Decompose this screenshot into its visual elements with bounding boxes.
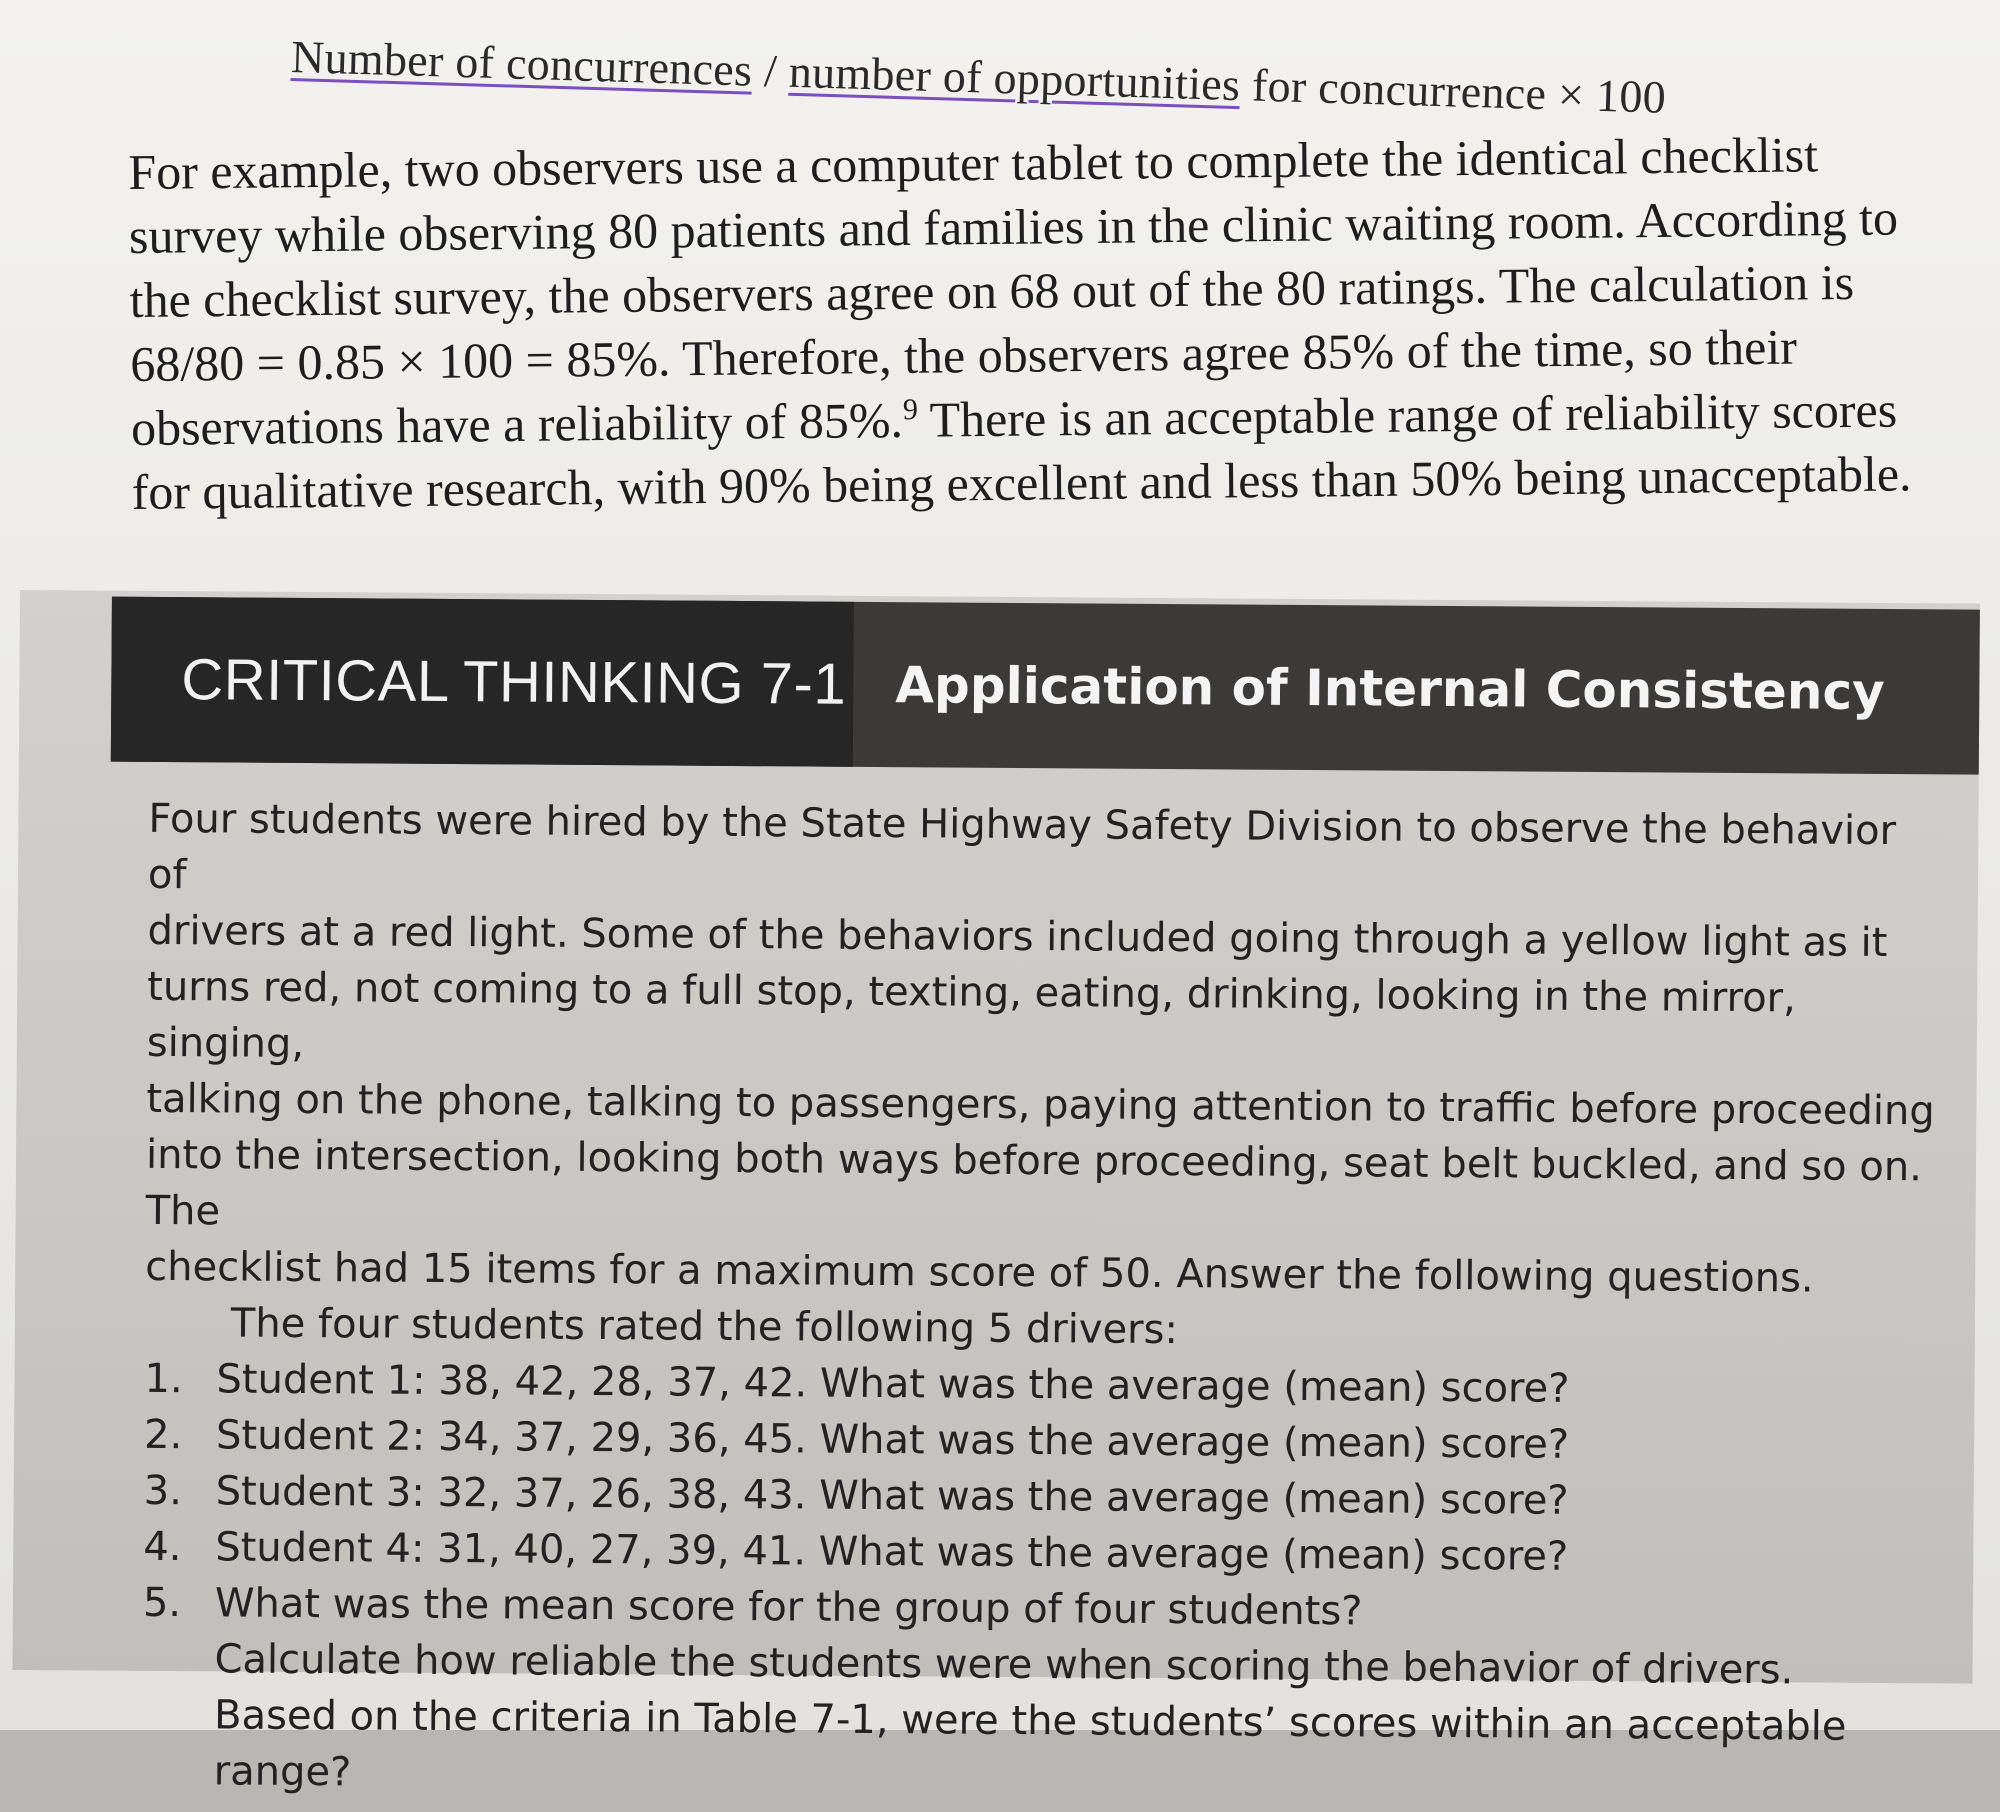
questions-lead: The four students rated the following 5 drivers:	[230, 1300, 1179, 1354]
citation-superscript: 9	[902, 393, 919, 427]
intro-line: talking on the phone, talking to passengers, paying attention to traffic before proceeding	[146, 1075, 1935, 1135]
tail-line: Calculate how reliable the students were when scoring the behavior of drivers.	[214, 1636, 1794, 1694]
intro-line: into the intersection, looking both ways before proceeding, seat belt buckled, and so on. The	[145, 1131, 1923, 1235]
question-text: Student 2: 34, 37, 29, 36, 45. What was the average (mean) score?	[215, 1412, 1570, 1468]
intro-line: checklist had 15 items for a maximum score of 50. Answer the following questions.	[145, 1243, 1814, 1302]
example-line: 68/80 = 0.85 × 100 = 85%. Therefore, the observers agree 85% of the time, so their	[130, 318, 1798, 392]
example-line: survey while observing 80 patients and families in the clinic waiting room. According to	[128, 189, 1899, 264]
box-body	[142, 791, 1939, 1811]
intro-line: Four students were hired by the State Highway Safety Division to observe the behavior of	[147, 795, 1897, 899]
critical-thinking-box	[12, 590, 1979, 1796]
intro-line: drivers at a red light. Some of the behaviors included going through a yellow light as it	[147, 907, 1888, 967]
formula-separator: /	[751, 44, 790, 97]
example-paragraph	[128, 121, 1952, 524]
question-text: Student 4: 31, 40, 27, 39, 41. What was the average (mean) score?	[215, 1524, 1569, 1580]
question-list	[143, 1351, 1935, 1643]
formula-numerator: Number of concurrences	[290, 30, 754, 96]
question-number: 2.	[143, 1411, 183, 1459]
box-label: CRITICAL THINKING 7-1	[111, 597, 854, 767]
formula-suffix: for concurrence × 100	[1239, 59, 1667, 123]
question-text: What was the mean score for the group of four students?	[214, 1580, 1363, 1635]
example-line: for qualitative research, with 90% being excellent and less than 50% being unacceptable.	[131, 445, 1912, 520]
example-line: the checklist survey, the observers agree on 68 out of the 80 ratings. The calculation is	[129, 253, 1855, 328]
example-line-start: observations have a reliability of 85%.	[130, 391, 904, 456]
intro-line: turns red, not coming to a full stop, texting, eating, drinking, looking in the mirror, singing,	[146, 963, 1796, 1067]
box-title: Application of Internal Consistency	[895, 655, 1885, 721]
reliability-formula	[290, 30, 1851, 129]
formula-denominator: number of opportunities	[788, 45, 1242, 111]
question-number: 3.	[143, 1467, 183, 1515]
example-line-end: There is an acceptable range of reliability scores	[917, 381, 1898, 448]
box-header	[111, 597, 1980, 775]
question-number: 5.	[142, 1579, 182, 1627]
question-text: Student 3: 32, 37, 26, 38, 43. What was the average (mean) score?	[215, 1468, 1569, 1524]
question-number: 4.	[143, 1523, 182, 1571]
example-line: For example, two observers use a computer tablet to complete the identical checklist	[128, 126, 1819, 200]
tail-line: Based on the criteria in Table 7-1, were the students’ scores within an acceptable range?	[213, 1692, 1847, 1796]
question-text: Student 1: 38, 42, 28, 37, 42. What was the average (mean) score?	[216, 1356, 1570, 1412]
question-number: 1.	[144, 1355, 183, 1403]
